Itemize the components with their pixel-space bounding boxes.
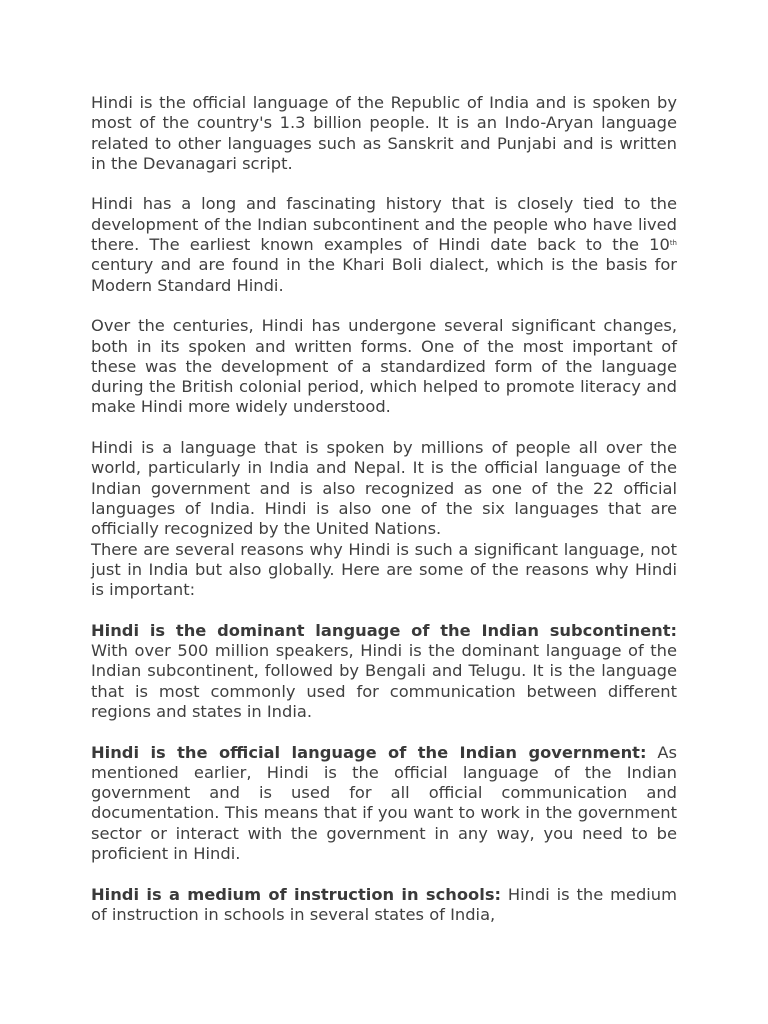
point-dominant [91, 621, 677, 722]
paragraph-history [91, 194, 677, 295]
point-official-heading: Hindi is the official language of the Indian government: [91, 742, 647, 762]
paragraph-reasons: There are several reasons why Hindi is such a significant language, not just in India but also globally. Here are some of the reasons why Hindi is important: [91, 539, 677, 600]
paragraph-changes: Over the centuries, Hindi has undergone several significant changes, both in its spoken and written forms. One of the most important of these was the development of a standardized form of the language during the British colonial period, which helped to promote literacy and make Hindi more widely understood. [91, 316, 677, 417]
point-schools [91, 885, 677, 926]
ordinal-superscript: th [669, 239, 677, 248]
point-schools-text: Hindi is the medium of instruction in schools in several states of India, [91, 884, 677, 924]
history-text-end: century and are found in the Khari Boli dialect, which is the basis for Modern Standard Hindi. [91, 255, 677, 295]
point-official-text: As mentioned earlier, Hindi is the official language of the Indian government and is used for all official communication and documentation. This means that if you want to work in the government sector or interact with the government in any way, you need to be proficient in Hindi. [91, 742, 677, 863]
paragraph-spoken: Hindi is a language that is spoken by millions of people all over the world, particularly in India and Nepal. It is the official language of the Indian government and is also recognized as one of the 22 official languages of India. Hindi is also one of the six languages that are officially recognized by the United Nations. [91, 438, 677, 539]
point-dominant-text: With over 500 million speakers, Hindi is the dominant language of the Indian subcontinent, followed by Bengali and Telugu. It is the language that is most commonly used for communication between different regions and states in India. [91, 641, 677, 721]
point-schools-heading: Hindi is a medium of instruction in schools: [91, 884, 502, 904]
paragraph-intro: Hindi is the official language of the Republic of India and is spoken by most of the country's 1.3 billion people. It is an Indo-Aryan language related to other languages such as Sanskrit and Punjabi and is written in the Devanagari script. [91, 93, 677, 173]
point-dominant-heading: Hindi is the dominant language of the Indian subcontinent: [91, 620, 677, 640]
point-official [91, 743, 677, 865]
document-page [91, 93, 677, 945]
history-text-start: Hindi has a long and fascinating history that is closely tied to the development of the Indian subcontinent and the people who have lived there. The earliest known examples of Hindi date back to the 10 [91, 194, 677, 255]
